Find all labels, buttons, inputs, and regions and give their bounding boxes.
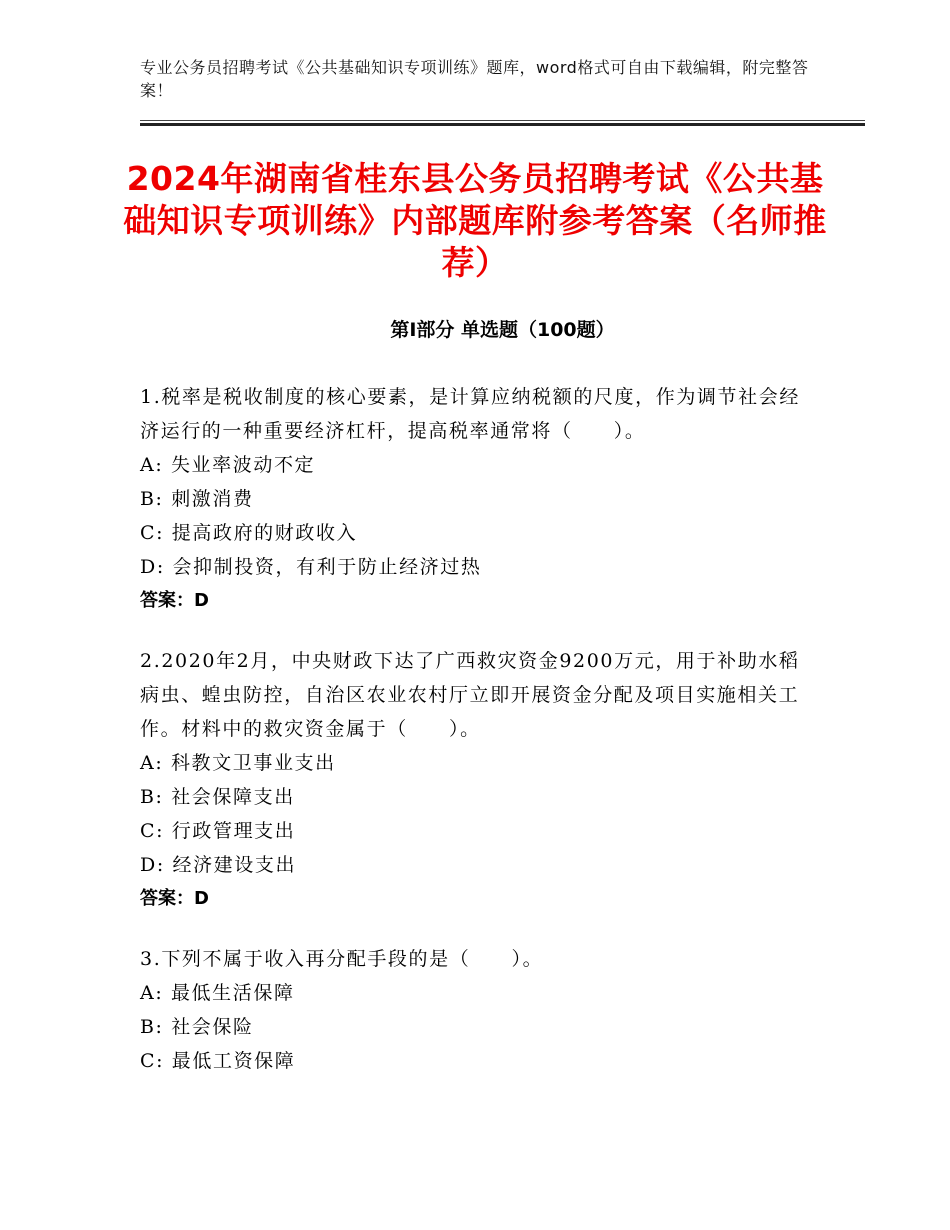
option-a: A: 最低生活保障 xyxy=(140,982,295,1004)
question-item xyxy=(140,644,805,916)
question-stem: 1.税率是税收制度的核心要素，是计算应纳税额的尺度，作为调节社会经济运行的一种重要经济杠杆，提高税率通常将（ ）。 xyxy=(140,386,800,442)
header-rule-thick xyxy=(140,123,865,126)
option-d: D: 会抑制投资，有利于防止经济过热 xyxy=(140,556,482,578)
option-d: D: 经济建设支出 xyxy=(140,854,297,876)
option-c: C: 最低工资保障 xyxy=(140,1050,296,1072)
answer-label: 答案：D xyxy=(140,888,209,909)
option-c: C: 提高政府的财政收入 xyxy=(140,522,358,544)
option-a: A: 科教文卫事业支出 xyxy=(140,752,336,774)
question-stem: 3.下列不属于收入再分配手段的是（ ）。 xyxy=(140,948,544,970)
header-note: 专业公务员招聘考试《公共基础知识专项训练》题库，word格式可自由下载编辑，附完整答案！ xyxy=(140,58,809,100)
option-b: B: 刺激消费 xyxy=(140,488,254,510)
option-a: A: 失业率波动不定 xyxy=(140,454,316,476)
option-b: B: 社会保障支出 xyxy=(140,786,295,808)
question-stem: 2.2020年2月，中央财政下达了广西救灾资金9200万元，用于补助水稻病虫、蝗虫防控，自治区农业农村厅立即开展资金分配及项目实施相关工作。材料中的救灾资金属于（ ）。 xyxy=(140,650,800,740)
option-c: C: 行政管理支出 xyxy=(140,820,296,842)
answer-label: 答案：D xyxy=(140,590,209,611)
question-item xyxy=(140,942,805,1078)
section-heading: 第I部分 单选题（100题） xyxy=(390,319,615,341)
header-rule-thin xyxy=(140,120,865,121)
document-title: 2024年湖南省桂东县公务员招聘考试《公共基础知识专项训练》内部题库附参考答案（名师推荐） xyxy=(123,159,827,282)
question-list xyxy=(140,380,805,1104)
option-b: B: 社会保险 xyxy=(140,1016,254,1038)
question-item xyxy=(140,380,805,618)
